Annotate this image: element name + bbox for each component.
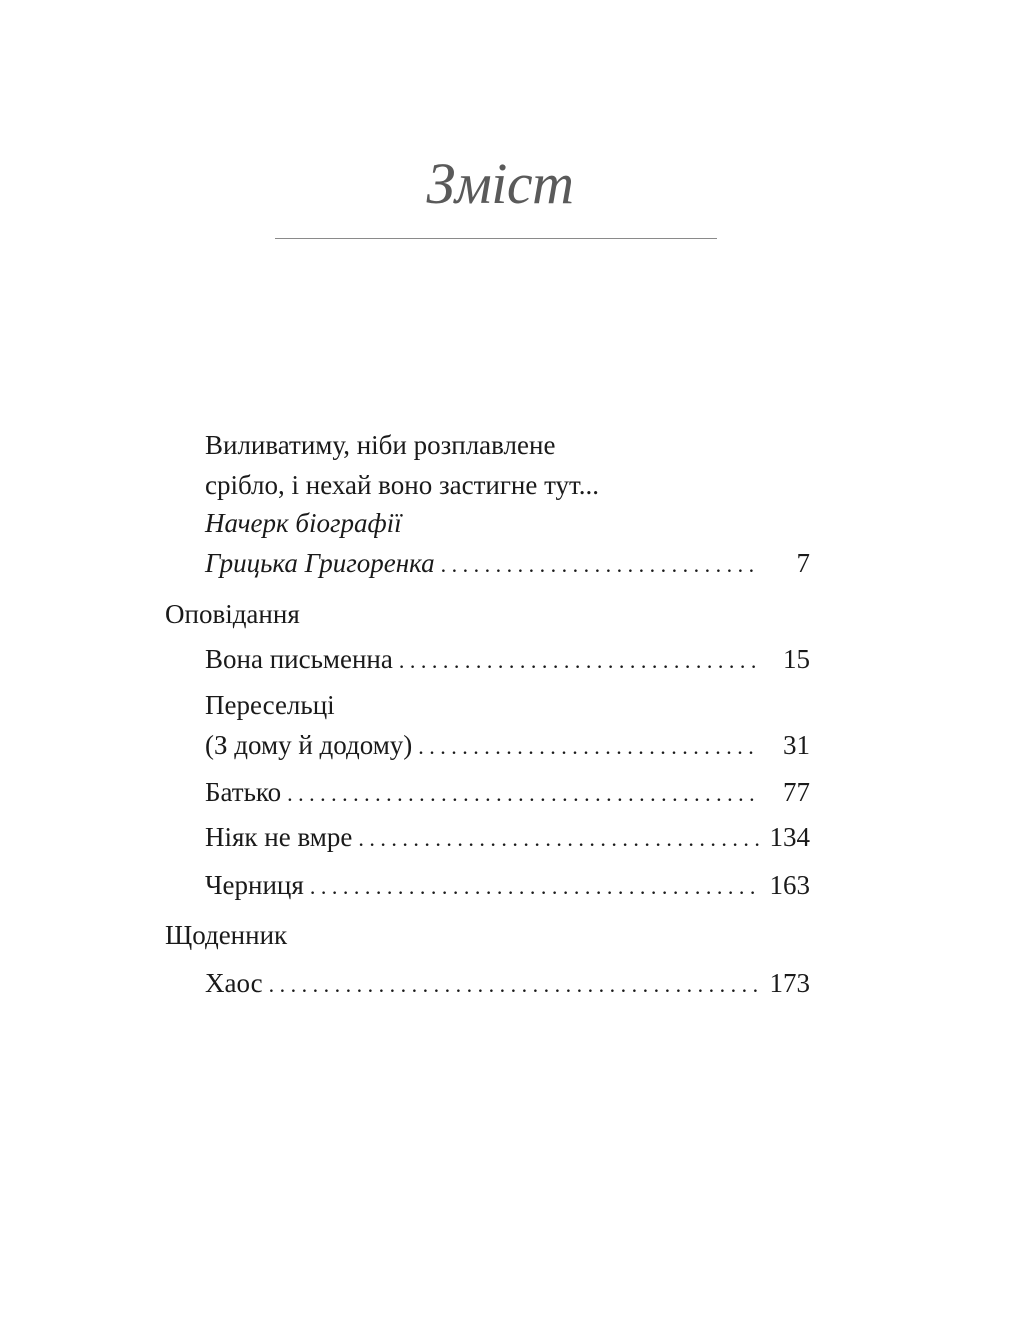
intro-title-line-1: Виливатиму, ніби розплавлене: [205, 430, 556, 460]
dot-leader: [358, 822, 760, 856]
toc-entry-label: Грицька Григоренка: [205, 548, 435, 578]
toc-entry-intro[interactable]: [205, 546, 810, 580]
dot-leader: [310, 870, 760, 904]
dot-leader: [441, 548, 760, 582]
toc-entry-label: Батько: [205, 777, 282, 807]
toc-page-number: 77: [783, 777, 810, 807]
toc-entry-label-line-1: Пересельці: [205, 690, 335, 720]
page-title: Зміст: [426, 151, 574, 216]
dot-leader: [287, 777, 760, 811]
toc-entry-label: Ніяк не вмре: [205, 822, 353, 852]
toc-page-number: 173: [769, 968, 810, 998]
toc-entry-label: (З дому й додому): [205, 730, 413, 760]
toc-page-number: 31: [783, 730, 810, 760]
toc-page-number: 134: [769, 822, 810, 852]
toc-entry[interactable]: [205, 966, 810, 1000]
toc-entry-label: Вона письменна: [205, 644, 393, 674]
dot-leader: [399, 644, 760, 678]
toc-entry[interactable]: [205, 868, 810, 902]
toc-entry-label: Черниця: [205, 870, 304, 900]
toc-entry-label: Хаос: [205, 968, 263, 998]
toc-entry[interactable]: [205, 820, 810, 854]
toc-entry[interactable]: [205, 642, 810, 676]
section-heading-stories: Оповідання: [165, 599, 300, 629]
toc-page-number: 163: [769, 870, 810, 900]
intro-subtitle-line-1: Начерк біографії: [205, 508, 402, 538]
dot-leader: [269, 968, 760, 1002]
dot-leader: [418, 730, 760, 764]
toc-entry[interactable]: [205, 775, 810, 809]
toc-page-number: 7: [796, 548, 810, 578]
intro-title-line-2: срібло, і нехай воно застигне тут...: [205, 470, 600, 500]
toc-page-number: 15: [783, 644, 810, 674]
toc-entry[interactable]: [205, 728, 810, 762]
section-heading-diary: Щоденник: [165, 920, 288, 950]
